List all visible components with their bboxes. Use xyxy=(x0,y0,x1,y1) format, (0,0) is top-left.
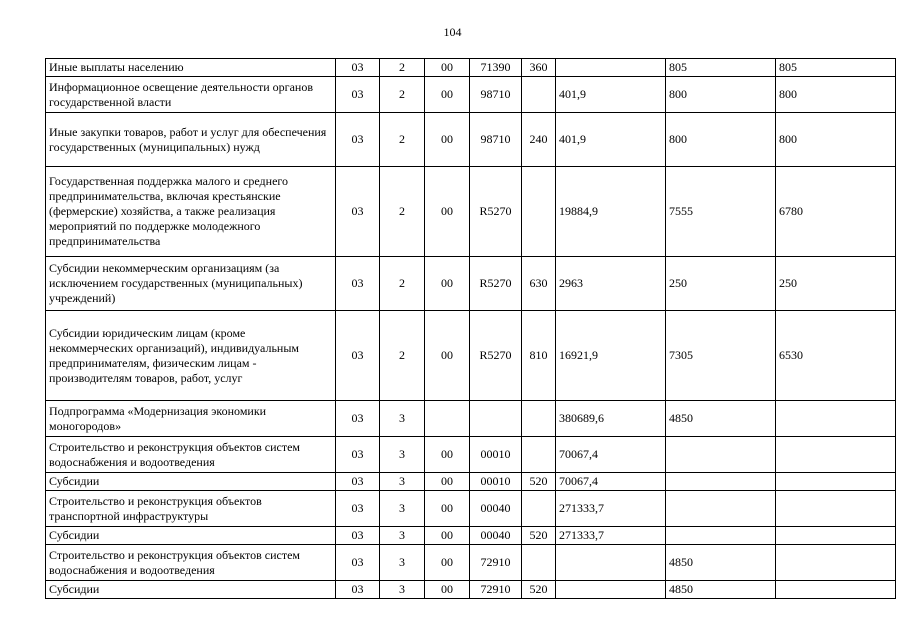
subsection-code: 3 xyxy=(380,491,425,527)
section-code: 03 xyxy=(336,545,380,581)
amount-1: 19884,9 xyxy=(556,167,666,257)
section-code: 03 xyxy=(336,527,380,545)
row-name: Строительство и реконструкция объектов систем водоснабжения и водоотведения xyxy=(46,545,336,581)
subsection-code: 3 xyxy=(380,473,425,491)
expense-type-code: 630 xyxy=(522,257,556,311)
article-code: 72910 xyxy=(470,545,522,581)
amount-2 xyxy=(666,491,776,527)
amount-1 xyxy=(556,545,666,581)
section-code: 03 xyxy=(336,491,380,527)
program-code: 00 xyxy=(425,257,470,311)
expense-type-code xyxy=(522,77,556,113)
section-code: 03 xyxy=(336,167,380,257)
article-code: 98710 xyxy=(470,113,522,167)
expense-type-code xyxy=(522,437,556,473)
expense-type-code xyxy=(522,401,556,437)
amount-1: 2963 xyxy=(556,257,666,311)
table-row xyxy=(46,437,896,473)
section-code: 03 xyxy=(336,59,380,77)
program-code: 00 xyxy=(425,545,470,581)
expense-type-code: 520 xyxy=(522,581,556,599)
program-code: 00 xyxy=(425,59,470,77)
amount-3: 805 xyxy=(776,59,896,77)
section-code: 03 xyxy=(336,257,380,311)
subsection-code: 3 xyxy=(380,401,425,437)
table-row xyxy=(46,77,896,113)
amount-3: 6780 xyxy=(776,167,896,257)
subsection-code: 2 xyxy=(380,257,425,311)
row-name: Строительство и реконструкция объектов транспортной инфраструктуры xyxy=(46,491,336,527)
amount-2: 7555 xyxy=(666,167,776,257)
amount-1: 401,9 xyxy=(556,77,666,113)
amount-1: 380689,6 xyxy=(556,401,666,437)
row-name: Субсидии xyxy=(46,473,336,491)
article-code: 71390 xyxy=(470,59,522,77)
expense-type-code: 520 xyxy=(522,473,556,491)
amount-2: 7305 xyxy=(666,311,776,401)
amount-2: 4850 xyxy=(666,401,776,437)
table-row xyxy=(46,491,896,527)
subsection-code: 2 xyxy=(380,167,425,257)
amount-3: 6530 xyxy=(776,311,896,401)
subsection-code: 3 xyxy=(380,545,425,581)
row-name: Субсидии xyxy=(46,581,336,599)
table-row xyxy=(46,527,896,545)
article-code: R5270 xyxy=(470,257,522,311)
amount-1: 70067,4 xyxy=(556,473,666,491)
amount-1: 16921,9 xyxy=(556,311,666,401)
article-code: 72910 xyxy=(470,581,522,599)
article-code: R5270 xyxy=(470,167,522,257)
amount-1: 271333,7 xyxy=(556,527,666,545)
article-code: 00010 xyxy=(470,473,522,491)
table-row xyxy=(46,473,896,491)
amount-1 xyxy=(556,581,666,599)
subsection-code: 2 xyxy=(380,113,425,167)
table-row xyxy=(46,167,896,257)
article-code: 98710 xyxy=(470,77,522,113)
row-name: Государственная поддержка малого и среднего предпринимательства, включая крестьянские (фермерские) хозяйства, а также реализация мероприятий по поддержке молодежного предпринимательства xyxy=(46,167,336,257)
article-code: 00040 xyxy=(470,527,522,545)
row-name: Субсидии некоммерческим организациям (за исключением государственных (муниципальных) учреждений) xyxy=(46,257,336,311)
amount-3 xyxy=(776,581,896,599)
row-name: Подпрограмма «Модернизация экономики моногородов» xyxy=(46,401,336,437)
article-code: 00040 xyxy=(470,491,522,527)
row-name: Субсидии xyxy=(46,527,336,545)
article-code: 00010 xyxy=(470,437,522,473)
section-code: 03 xyxy=(336,311,380,401)
article-code xyxy=(470,401,522,437)
program-code: 00 xyxy=(425,167,470,257)
program-code: 00 xyxy=(425,527,470,545)
expense-type-code: 810 xyxy=(522,311,556,401)
row-name: Иные закупки товаров, работ и услуг для обеспечения государственных (муниципальных) нужд xyxy=(46,113,336,167)
amount-3 xyxy=(776,527,896,545)
amount-3 xyxy=(776,491,896,527)
expense-type-code: 520 xyxy=(522,527,556,545)
expense-type-code xyxy=(522,491,556,527)
amount-1: 271333,7 xyxy=(556,491,666,527)
article-code: R5270 xyxy=(470,311,522,401)
section-code: 03 xyxy=(336,401,380,437)
subsection-code: 3 xyxy=(380,437,425,473)
subsection-code: 2 xyxy=(380,59,425,77)
row-name: Информационное освещение деятельности органов государственной власти xyxy=(46,77,336,113)
expense-type-code: 240 xyxy=(522,113,556,167)
section-code: 03 xyxy=(336,473,380,491)
amount-3 xyxy=(776,401,896,437)
table-row xyxy=(46,545,896,581)
amount-2: 4850 xyxy=(666,545,776,581)
page-number: 104 xyxy=(443,25,462,39)
table-row xyxy=(46,257,896,311)
table-row xyxy=(46,581,896,599)
amount-3 xyxy=(776,473,896,491)
section-code: 03 xyxy=(336,77,380,113)
amount-3: 800 xyxy=(776,113,896,167)
program-code: 00 xyxy=(425,473,470,491)
subsection-code: 3 xyxy=(380,527,425,545)
amount-1: 70067,4 xyxy=(556,437,666,473)
section-code: 03 xyxy=(336,581,380,599)
table-row xyxy=(46,59,896,77)
section-code: 03 xyxy=(336,437,380,473)
row-name: Строительство и реконструкция объектов систем водоснабжения и водоотведения xyxy=(46,437,336,473)
amount-1: 401,9 xyxy=(556,113,666,167)
amount-2: 805 xyxy=(666,59,776,77)
program-code: 00 xyxy=(425,491,470,527)
table-row xyxy=(46,311,896,401)
subsection-code: 3 xyxy=(380,581,425,599)
program-code: 00 xyxy=(425,437,470,473)
expense-type-code xyxy=(522,167,556,257)
amount-2 xyxy=(666,527,776,545)
amount-2 xyxy=(666,437,776,473)
expense-type-code: 360 xyxy=(522,59,556,77)
amount-3 xyxy=(776,437,896,473)
amount-2: 250 xyxy=(666,257,776,311)
row-name: Иные выплаты населению xyxy=(46,59,336,77)
table-row xyxy=(46,401,896,437)
expense-type-code xyxy=(522,545,556,581)
amount-2: 800 xyxy=(666,77,776,113)
amount-3: 250 xyxy=(776,257,896,311)
amount-2: 4850 xyxy=(666,581,776,599)
amount-3 xyxy=(776,545,896,581)
program-code xyxy=(425,401,470,437)
program-code: 00 xyxy=(425,77,470,113)
table-row xyxy=(46,113,896,167)
section-code: 03 xyxy=(336,113,380,167)
amount-1 xyxy=(556,59,666,77)
amount-2: 800 xyxy=(666,113,776,167)
program-code: 00 xyxy=(425,113,470,167)
subsection-code: 2 xyxy=(380,77,425,113)
program-code: 00 xyxy=(425,581,470,599)
subsection-code: 2 xyxy=(380,311,425,401)
amount-2 xyxy=(666,473,776,491)
budget-table xyxy=(45,58,896,599)
program-code: 00 xyxy=(425,311,470,401)
amount-3: 800 xyxy=(776,77,896,113)
row-name: Субсидии юридическим лицам (кроме некоммерческих организаций), индивидуальным предпринимателям, физическим лицам - производителям товаров, работ, услуг xyxy=(46,311,336,401)
